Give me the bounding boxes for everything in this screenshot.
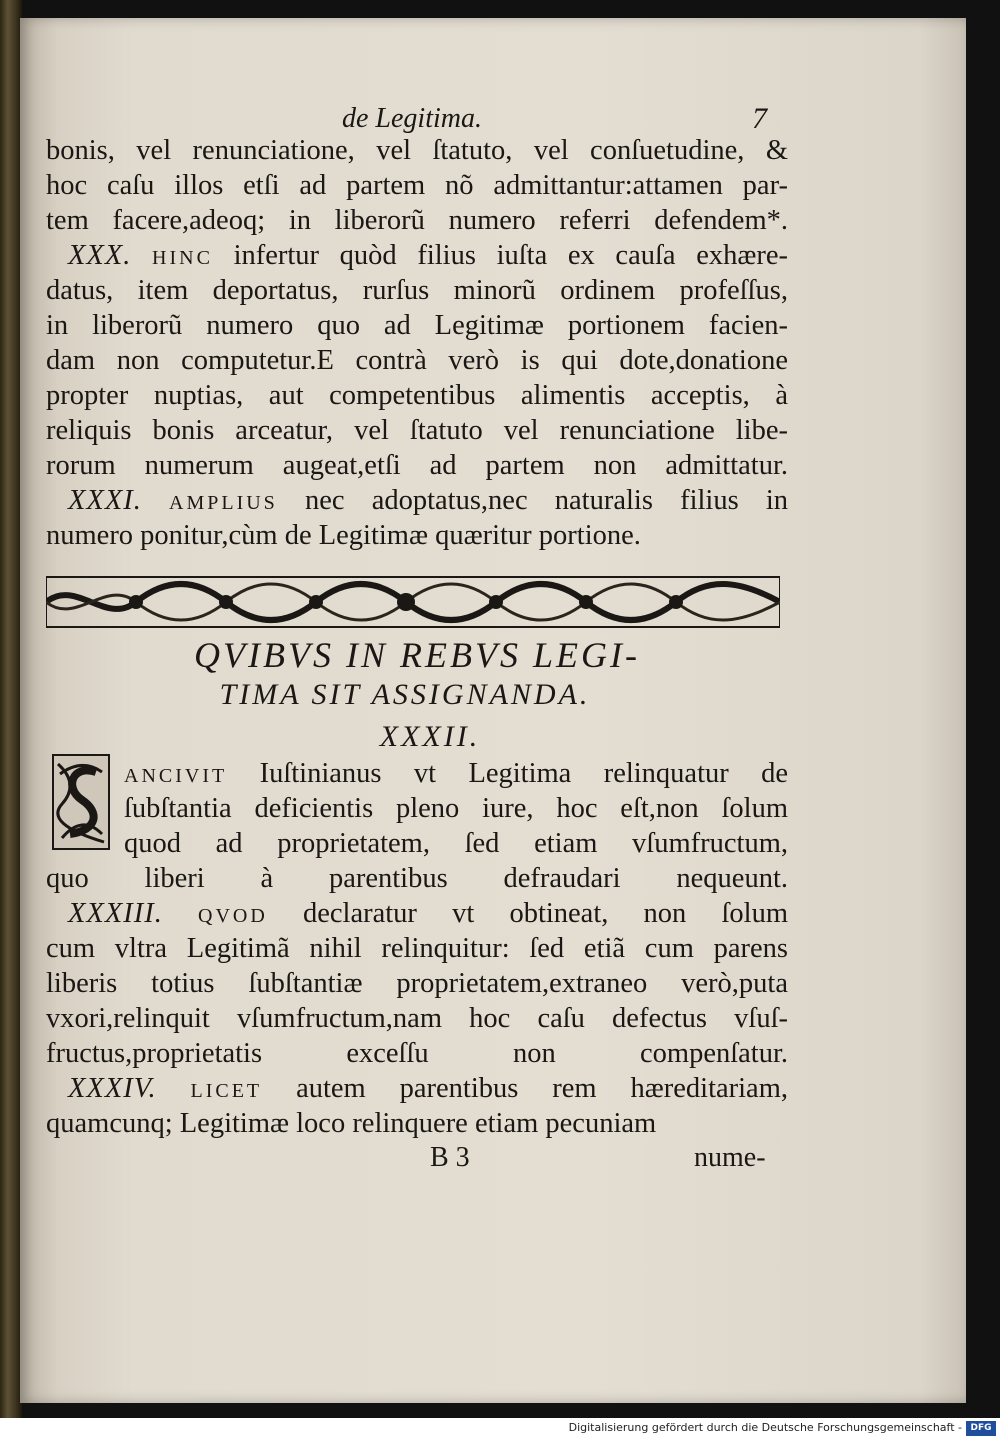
line-text: ſubſtantia deficientis pleno iure, hoc eſt,non ſolum xyxy=(124,793,788,824)
line-text: quamcunq; Legitimæ loco relinquere etiam pecuniam xyxy=(46,1108,657,1139)
text-line xyxy=(46,966,788,1001)
digitization-footer xyxy=(0,1418,1000,1439)
text-line xyxy=(46,448,788,483)
line-text: rorum numerum augeat,etſi ad partem non admittatur. xyxy=(46,450,788,481)
section-heading-line-2: TIMA SIT ASSIGNANDA. xyxy=(219,678,591,711)
text-line xyxy=(46,273,788,308)
line-text: numero ponitur,cùm de Legitimæ quæritur portione. xyxy=(46,520,641,551)
page-number: 7 xyxy=(752,102,767,135)
line-text: autem parentibus rem hæreditariam, xyxy=(296,1073,788,1104)
text-line xyxy=(46,203,788,238)
line-text: quod ad proprietatem, ſed etiam vſumfructum, xyxy=(124,828,788,859)
line-text: propter nuptias, aut competentibus alimentis acceptis, à xyxy=(46,380,788,411)
text-line xyxy=(46,861,788,896)
paragraph-number: XXXIII. xyxy=(68,898,163,929)
text-block-upper xyxy=(46,133,788,553)
text-line xyxy=(46,378,788,413)
text-line xyxy=(46,483,788,518)
text-line xyxy=(46,238,788,273)
book-binding-edge xyxy=(0,0,22,1418)
line-text: bonis, vel renunciatione, vel ſtatuto, vel conſuetudine, & xyxy=(46,135,788,166)
paragraph-number: XXXI. xyxy=(68,485,142,516)
text-line xyxy=(46,756,788,791)
dfg-logo: DFG xyxy=(966,1421,996,1436)
line-text: infertur quòd filius iuſta ex cauſa exhære- xyxy=(233,240,788,271)
section-number: XXXII. xyxy=(379,720,481,753)
small-caps-opening: ANCIVIT xyxy=(124,765,228,787)
paragraph-number: XXXIV. xyxy=(68,1073,157,1104)
text-line xyxy=(46,896,788,931)
text-line xyxy=(46,1106,788,1141)
line-text: vxori,relinquit vſumfructum,nam hoc caſu defectus vſuſ- xyxy=(46,1003,788,1034)
line-text: Iuſtinianus vt Legitima relinquatur de xyxy=(259,758,789,789)
text-line xyxy=(46,1001,788,1036)
line-text: hoc caſu illos etſi ad partem nõ admittantur:attamen par- xyxy=(46,170,788,201)
text-line xyxy=(46,168,788,203)
small-caps-opening: AMPLIUS xyxy=(169,492,278,514)
text-block-lower xyxy=(46,756,788,1141)
line-text: dam non computetur.E contrà verò is qui dote,donatione xyxy=(46,345,788,376)
running-head: de Legitima. xyxy=(342,103,482,134)
line-text: reliquis bonis arceatur, vel ſtatuto vel renunciatione libe- xyxy=(46,415,788,446)
text-line xyxy=(46,308,788,343)
line-text: quo liberi à parentibus defraudari nequeunt. xyxy=(46,863,788,894)
line-text: in liberorũ numero quo ad Legitimæ portionem facien- xyxy=(46,310,788,341)
line-text: datus, item deportatus, rurſus minorũ ordinem profeſſus, xyxy=(46,275,788,306)
small-caps-opening: LICET xyxy=(190,1080,263,1102)
signature-mark: B 3 xyxy=(430,1142,470,1173)
text-line xyxy=(46,931,788,966)
text-line xyxy=(46,791,788,826)
text-line xyxy=(46,413,788,448)
line-text: nec adoptatus,nec naturalis filius in xyxy=(304,485,789,516)
text-line xyxy=(46,1036,788,1071)
text-line xyxy=(46,343,788,378)
section-heading-line-1: QVIBVS IN REBVS LEGI- xyxy=(194,635,640,675)
line-text: declaratur vt obtineat, non ſolum xyxy=(302,898,788,929)
line-text: liberis totius ſubſtantiæ proprietatem,extraneo verò,puta xyxy=(46,968,788,999)
line-text: fructus,proprietatis exceſſu non compenſatur. xyxy=(46,1038,788,1069)
text-line xyxy=(46,826,788,861)
catchword: nume- xyxy=(694,1142,766,1173)
text-line xyxy=(46,518,788,553)
book-page xyxy=(20,18,966,1403)
line-text: tem facere,adeoq; in liberorũ numero referri defendem*. xyxy=(46,205,788,236)
footer-credit: Digitalisierung gefördert durch die Deutsche Forschungsgemeinschaft - xyxy=(568,1421,962,1434)
small-caps-opening: QVOD xyxy=(198,905,268,927)
paragraph-number: XXX. xyxy=(68,240,132,271)
decorative-ornament-band xyxy=(46,573,780,631)
text-line xyxy=(46,133,788,168)
text-line xyxy=(46,1071,788,1106)
small-caps-opening: HINC xyxy=(152,247,213,269)
line-text: cum vltra Legitimã nihil relinquitur: ſed etiã cum parens xyxy=(46,933,788,964)
